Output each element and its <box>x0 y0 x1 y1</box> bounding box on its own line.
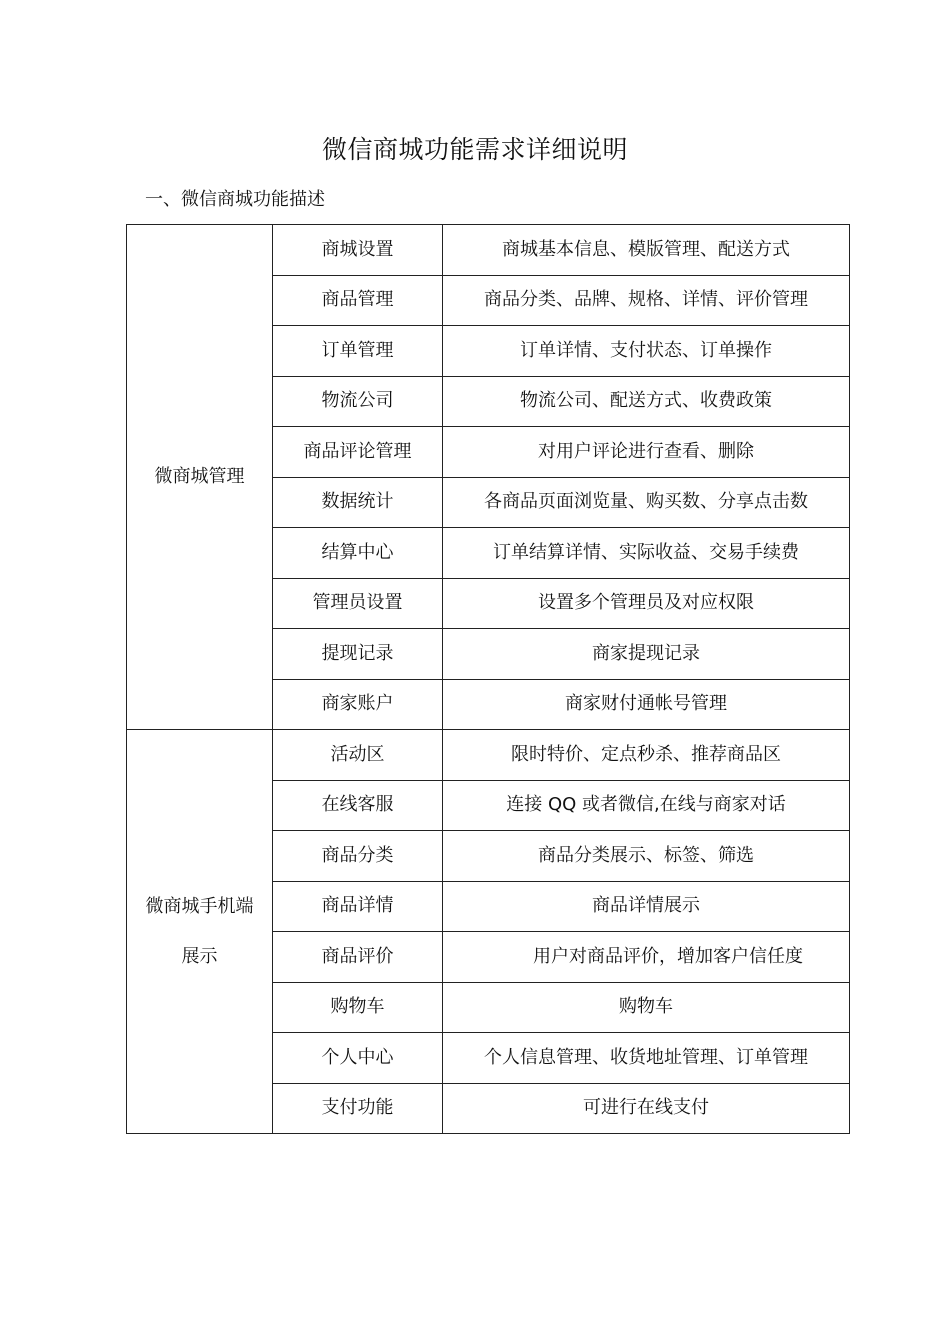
feature-cell: 数据统计 <box>273 477 443 528</box>
feature-cell: 商品详情 <box>273 881 443 932</box>
table-row <box>127 225 850 276</box>
description-cell: 订单详情、支付状态、订单操作 <box>443 326 850 377</box>
feature-cell: 商品分类 <box>273 831 443 882</box>
feature-cell: 提现记录 <box>273 629 443 680</box>
feature-cell: 个人中心 <box>273 1033 443 1084</box>
description-cell: 各商品页面浏览量、购买数、分享点击数 <box>443 477 850 528</box>
feature-cell: 商城设置 <box>273 225 443 276</box>
description-cell: 商家提现记录 <box>443 629 850 680</box>
description-cell: 物流公司、配送方式、收费政策 <box>443 376 850 427</box>
feature-cell: 活动区 <box>273 730 443 781</box>
description-cell: 可进行在线支付 <box>443 1083 850 1134</box>
group-label: 微商城管理 <box>154 466 245 487</box>
feature-cell: 商品管理 <box>273 275 443 326</box>
description-cell: 商家财付通帐号管理 <box>443 679 850 730</box>
feature-cell: 购物车 <box>273 982 443 1033</box>
description-cell: 购物车 <box>443 982 850 1033</box>
group-label: 展示 <box>181 945 218 967</box>
group-cell-admin <box>127 225 273 730</box>
document-title: 微信商城功能需求详细说明 <box>321 135 628 164</box>
description-cell: 连接 QQ 或者微信,在线与商家对话 <box>443 780 850 831</box>
description-cell: 商品分类展示、标签、筛选 <box>443 831 850 882</box>
feature-cell: 商品评论管理 <box>273 427 443 478</box>
feature-cell: 订单管理 <box>273 326 443 377</box>
description-cell: 设置多个管理员及对应权限 <box>443 578 850 629</box>
description-cell: 用户对商品评价，增加客户信任度 <box>443 932 850 983</box>
description-cell: 商品分类、品牌、规格、详情、评价管理 <box>443 275 850 326</box>
feature-cell: 在线客服 <box>273 780 443 831</box>
group-label: 微商城手机端 <box>145 895 254 917</box>
description-cell: 对用户评论进行查看、删除 <box>443 427 850 478</box>
table-row <box>127 730 850 781</box>
description-cell: 商品详情展示 <box>443 881 850 932</box>
feature-cell: 商品评价 <box>273 932 443 983</box>
description-cell: 订单结算详情、实际收益、交易手续费 <box>443 528 850 579</box>
feature-cell: 商家账户 <box>273 679 443 730</box>
description-cell: 商城基本信息、模版管理、配送方式 <box>443 225 850 276</box>
feature-cell: 管理员设置 <box>273 578 443 629</box>
section-heading: 一、微信商城功能描述 <box>145 189 325 210</box>
feature-cell: 结算中心 <box>273 528 443 579</box>
feature-cell: 支付功能 <box>273 1083 443 1134</box>
group-cell-mobile <box>127 730 273 1134</box>
description-cell: 限时特价、定点秒杀、推荐商品区 <box>443 730 850 781</box>
feature-cell: 物流公司 <box>273 376 443 427</box>
function-table <box>126 224 850 1134</box>
description-cell: 个人信息管理、收货地址管理、订单管理 <box>443 1033 850 1084</box>
